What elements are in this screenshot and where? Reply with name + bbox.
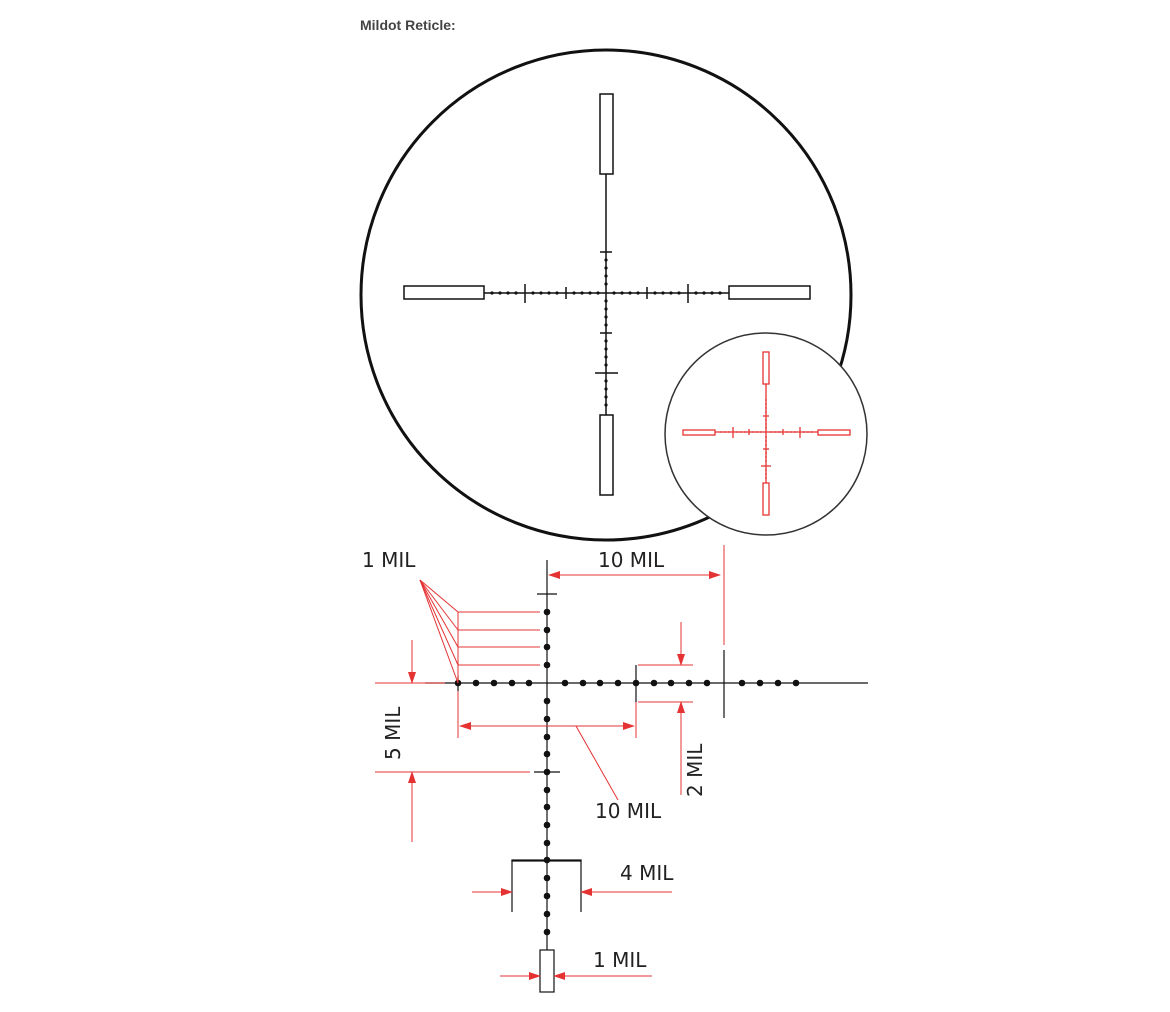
top-post [600,94,613,174]
one-mil-dots-label: 1 MIL [362,548,416,572]
page-title: Mildot Reticle: [360,17,456,33]
ten-mil-bottom-label: 10 MIL [595,799,662,823]
illuminated-reticle-inset [665,333,867,535]
dimension-diagram [362,545,868,992]
right-post [729,286,810,299]
five-mil-label: 5 MIL [381,706,405,760]
left-post [404,286,484,299]
two-mil-label: 2 MIL [683,743,707,797]
bottom-post [600,415,613,495]
ten-mil-top-label: 10 MIL [598,548,665,572]
four-mil-label: 4 MIL [620,861,674,885]
one-mil-post-label: 1 MIL [593,948,647,972]
dimension-lines [375,545,724,976]
